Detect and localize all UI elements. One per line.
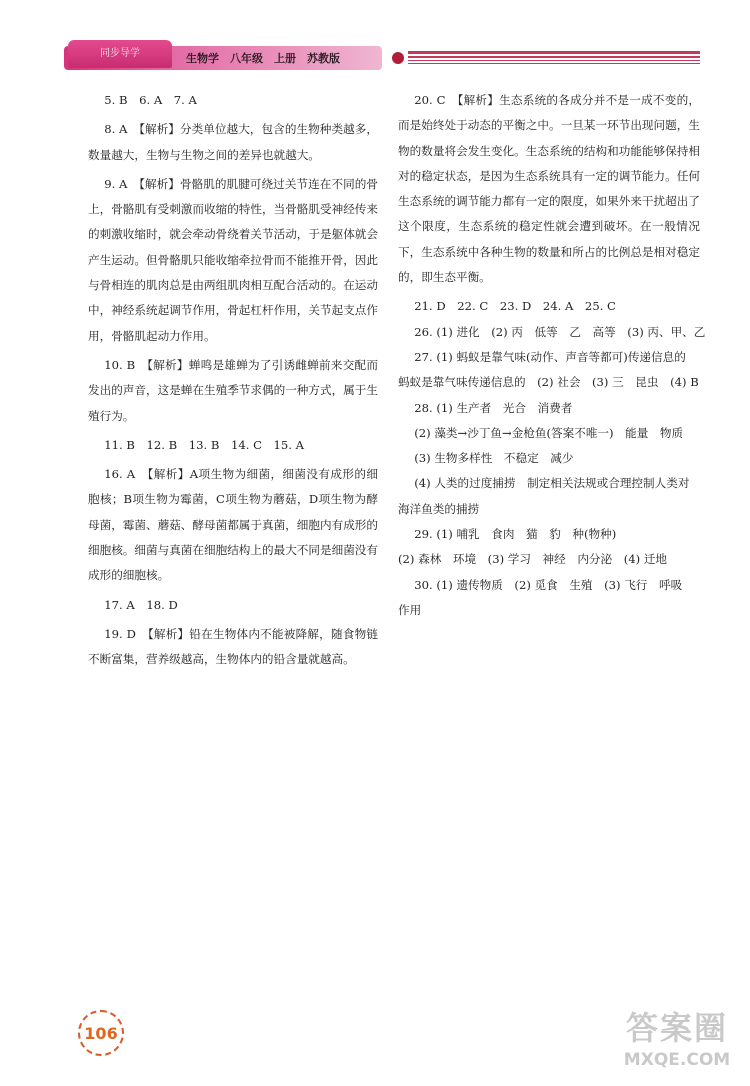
header-dot-icon: [392, 52, 404, 64]
answer-line: 作用: [398, 602, 422, 617]
answer-line: 27. (1) 蚂蚁是靠气味(动作、声音等都可)传递信息的: [414, 349, 686, 364]
answer-line: (4) 人类的过度捕捞 制定相关法规或合理控制人类对: [414, 476, 690, 491]
answer-item: 5. B 6. A 7. A: [104, 93, 197, 107]
answer-item: 20. C 【解析】生态系统的各成分并不是一成不变的，而是始终处于动态的平衡之中。一旦某一环节出现问题，生物的数量将会发生变化。生态系统的结构和功能能够保持相对的稳定状态，是因为生态系统具有一定的调节能力。任何生态系统的调节能力都有一定的限度，如果外来干扰超出了这个限度，生态系统的稳定性就会遭到破坏。在一般情况下，生态系统中各种生物的数量和所占的比例总是相对稳定的，即生态平衡。: [398, 93, 700, 285]
page-number: 106: [78, 1010, 124, 1056]
answer-line: 30. (1) 遗传物质 (2) 觅食 生殖 (3) 飞行 呼吸: [414, 577, 683, 592]
answer-item: 16. A 【解析】A项生物为细菌，细菌没有成形的细胞核；B项生物为霉菌，C项生物为蘑菇，D项生物为酵母菌，霉菌、蘑菇、酵母菌都属于真菌，细胞内有成形的细胞核。细菌与真菌在细胞结构上的最大不同是细菌没有成形的细胞核。: [88, 467, 378, 583]
answer-item: 19. D 【解析】铅在生物体内不能被降解，随食物链不断富集，营养级越高，生物体内的铅含量就越高。: [88, 626, 378, 667]
answer-item: 8. A 【解析】分类单位越大，包含的生物种类越多，数量越大，生物与生物之间的差异也就越大。: [88, 122, 378, 162]
answer-item: 17. A 18. D: [104, 597, 178, 612]
left-answer-column: [88, 88, 378, 677]
answer-item: 11. B 12. B 13. B 14. C 15. A: [104, 437, 305, 452]
answer-line: (2) 森林 环境 (3) 学习 神经 内分泌 (4) 迁地: [398, 552, 668, 567]
answer-line: 海洋鱼类的捕捞: [398, 501, 480, 516]
right-answer-column: [398, 88, 706, 623]
answer-line: (3) 生物多样性 不稳定 减少: [414, 451, 574, 466]
watermark-logo: [612, 1008, 742, 1080]
answer-item: 10. B 【解析】蝉鸣是雄蝉为了引诱雌蝉前来交配而发出的声音，这是蝉在生殖季节求偶的一种方式，属于生殖行为。: [88, 357, 378, 423]
header-title: 生物学 八年级 上册 苏教版: [186, 52, 340, 65]
answer-line: 21. D 22. C 23. D 24. A 25. C: [414, 299, 616, 314]
answer-item: 9. A 【解析】骨骼肌的肌腱可绕过关节连在不同的骨上，骨骼肌有受刺激而收缩的特性，当骨骼肌受神经传来的刺激收缩时，就会牵动骨绕着关节活动，于是躯体就会产生运动。但骨骼肌只能收缩牵拉骨而不能推开骨，因此与骨相连的肌肉总是由两组肌肉相互配合活动的。在运动中，神经系统起调节作用，骨起杠杆作用，关节起支点作用，骨骼肌起动力作用。: [88, 176, 378, 343]
answer-line: (2) 藻类→沙丁鱼→金枪鱼(答案不唯一) 能量 物质: [414, 425, 684, 440]
answer-line: 26. (1) 进化 (2) 丙 低等 乙 高等 (3) 丙、甲、乙: [414, 324, 706, 339]
answer-line: 29. (1) 哺乳 食肉 猫 豹 种(物种): [414, 527, 617, 542]
watermark-url: MXQE.COM: [623, 1050, 731, 1070]
header-tab: 同步导学: [68, 40, 172, 68]
answer-line: 28. (1) 生产者 光合 消费者: [414, 400, 573, 415]
watermark-text: 答案圈: [625, 1009, 728, 1047]
header-decorative-lines: [408, 50, 700, 66]
answer-line: 蚂蚁是靠气味传递信息的 (2) 社会 (3) 三 昆虫 (4) B: [398, 375, 699, 390]
